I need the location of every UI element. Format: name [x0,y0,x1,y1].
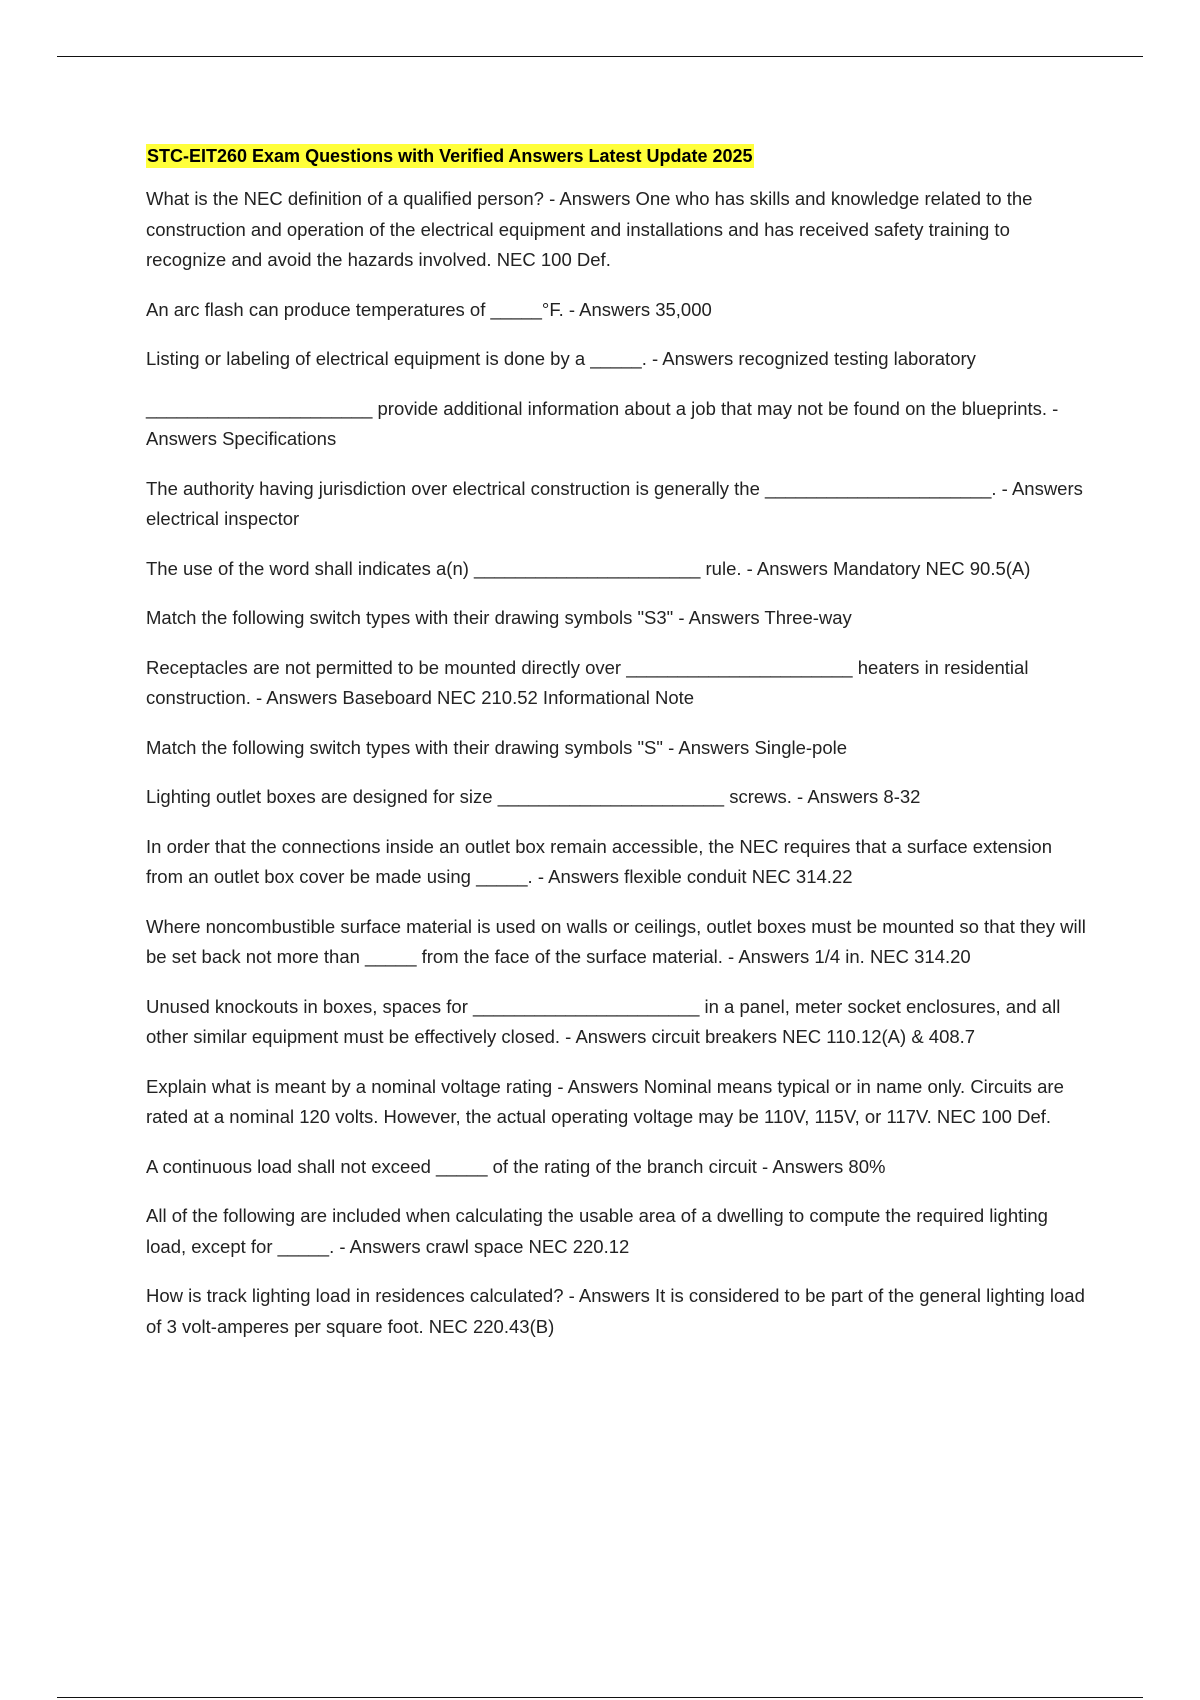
header-rule [57,56,1143,57]
qa-item: A continuous load shall not exceed _____ of the rating of the branch circuit - Answers 80% [146,1155,886,1177]
qa-item: Unused knockouts in boxes, spaces for ______________________ in a panel, meter socket enclosures, and all other similar equipment must be effectively closed. - Answers circuit breakers NEC 110.12(A) & 408.7 [146,995,1061,1047]
qa-item: Listing or labeling of electrical equipment is done by a _____. - Answers recognized testing laboratory [146,348,976,369]
qa-item: Match the following switch types with their drawing symbols "S" - Answers Single-pole [146,736,848,758]
qa-item: An arc flash can produce temperatures of _____°F. - Answers 35,000 [146,298,712,320]
qa-item: Match the following switch types with their drawing symbols "S3" - Answers Three-way [146,607,852,628]
qa-item: Explain what is meant by a nominal voltage rating - Answers Nominal means typical or in name only. Circuits are rated at a nominal 120 volts. However, the actual operating voltage may be 110V, 115V, or 117V. NEC 100 Def. [146,1075,1064,1127]
qa-item: Lighting outlet boxes are designed for size ______________________ screws. - Answers 8-32 [146,786,921,807]
qa-item: How is track lighting load in residences calculated? - Answers It is considered to be part of the general lighting load of 3 volt-amperes per square foot. NEC 220.43(B) [146,1285,1085,1337]
qa-item: In order that the connections inside an outlet box remain accessible, the NEC requires that a surface extension from an outlet box cover be made using _____. - Answers flexible conduit NEC 314.22 [146,835,1052,887]
qa-item: All of the following are included when calculating the usable area of a dwelling to compute the required lighting load, except for _____. - Answers crawl space NEC 220.12 [146,1205,1048,1257]
document-body [146,144,1086,1361]
qa-item: Where noncombustible surface material is used on walls or ceilings, outlet boxes must be mounted so that they will be set back not more than _____ from the face of the surface material. - Answers 1/4 in. NEC 314.20 [146,915,1086,967]
qa-item: ______________________ provide additional information about a job that may not be found on the blueprints. - Answers Specifications [146,397,1059,449]
qa-item: Receptacles are not permitted to be mounted directly over ______________________ heaters in residential construction. - Answers Baseboard NEC 210.52 Informational Note [146,656,1029,708]
footer-rule [57,1697,1143,1698]
document-title: STC-EIT260 Exam Questions with Verified Answers Latest Update 2025 [147,146,753,166]
qa-item: The use of the word shall indicates a(n) ______________________ rule. - Answers Mandatory NEC 90.5(A) [146,557,1031,579]
qa-item: The authority having jurisdiction over electrical construction is generally the ______________________. - Answers electrical inspector [146,477,1083,529]
qa-item: What is the NEC definition of a qualified person? - Answers One who has skills and knowledge related to the construction and operation of the electrical equipment and installations and has received safety training to recognize and avoid the hazards involved. NEC 100 Def. [146,188,1033,270]
